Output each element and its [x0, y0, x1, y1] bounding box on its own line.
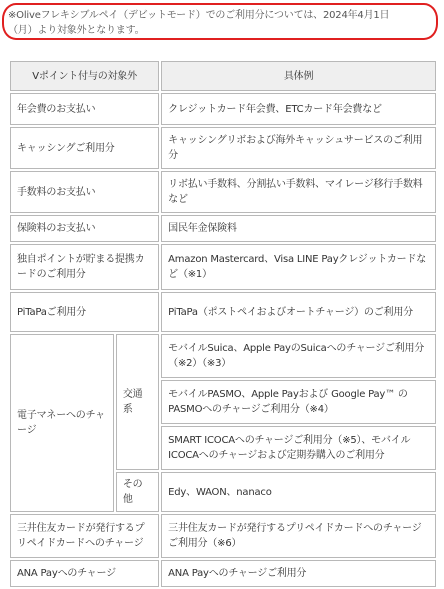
row-example: SMART ICOCAへのチャージご利用分（※5）、モバイルICOCAへのチャージおよび定期券購入のご利用分 — [161, 426, 436, 470]
row-example: ANA Payへのチャージご利用分 — [161, 560, 436, 587]
notice-line-2: （月）より対象外となります。 — [8, 25, 145, 36]
row-example: キャッシングリボおよび海外キャッシュサービスのご利用分 — [161, 127, 436, 169]
other-label: その他 — [116, 472, 159, 512]
row-label: 年会費のお支払い — [10, 93, 159, 125]
table-row — [10, 514, 436, 558]
row-label: ANA Payへのチャージ — [10, 560, 159, 587]
row-example: Amazon Mastercard、Visa LINE Payクレジットカードなど（※1） — [161, 244, 436, 290]
header-example: 具体例 — [161, 61, 436, 91]
row-label: PiTaPaご利用分 — [10, 292, 159, 332]
row-example: モバイルPASMO、Apple Payおよび Google Pay™ のPASMOへのチャージご利用分（※4） — [161, 380, 436, 424]
table-row — [10, 127, 436, 169]
row-example: 三井住友カードが発行するプリペイドカードへのチャージご利用分（※6） — [161, 514, 436, 558]
row-example: 国民年金保険料 — [161, 215, 436, 242]
row-example: クレジットカード年会費、ETCカード年会費など — [161, 93, 436, 125]
row-example: PiTaPa（ポストペイおよびオートチャージ）のご利用分 — [161, 292, 436, 332]
table-row — [10, 93, 436, 125]
exclusion-table — [8, 59, 438, 589]
table-row — [10, 244, 436, 290]
row-label: キャッシングご利用分 — [10, 127, 159, 169]
table-row — [10, 215, 436, 242]
table-row — [10, 171, 436, 213]
table-row — [10, 334, 436, 378]
transport-label: 交通系 — [116, 334, 159, 470]
table-header-row — [10, 61, 436, 91]
table-row — [10, 292, 436, 332]
row-label: 三井住友カードが発行するプリペイドカードへのチャージ — [10, 514, 159, 558]
row-example: リボ払い手数料、分割払い手数料、マイレージ移行手数料など — [161, 171, 436, 213]
notice-line-1: ※Oliveフレキシブルペイ（デビットモード）でのご利用分については、2024年4月1日 — [8, 10, 390, 21]
emoney-label: 電子マネーへのチャージ — [10, 334, 114, 512]
olive-notice — [8, 8, 428, 38]
row-label: 独自ポイントが貯まる提携カードのご利用分 — [10, 244, 159, 290]
row-example: Edy、WAON、nanaco — [161, 472, 436, 512]
row-label: 保険料のお支払い — [10, 215, 159, 242]
header-category: Vポイント付与の対象外 — [10, 61, 159, 91]
row-label: 手数料のお支払い — [10, 171, 159, 213]
row-example: モバイルSuica、Apple PayのSuicaへのチャージご利用分（※2）（※3） — [161, 334, 436, 378]
table-row — [10, 560, 436, 587]
